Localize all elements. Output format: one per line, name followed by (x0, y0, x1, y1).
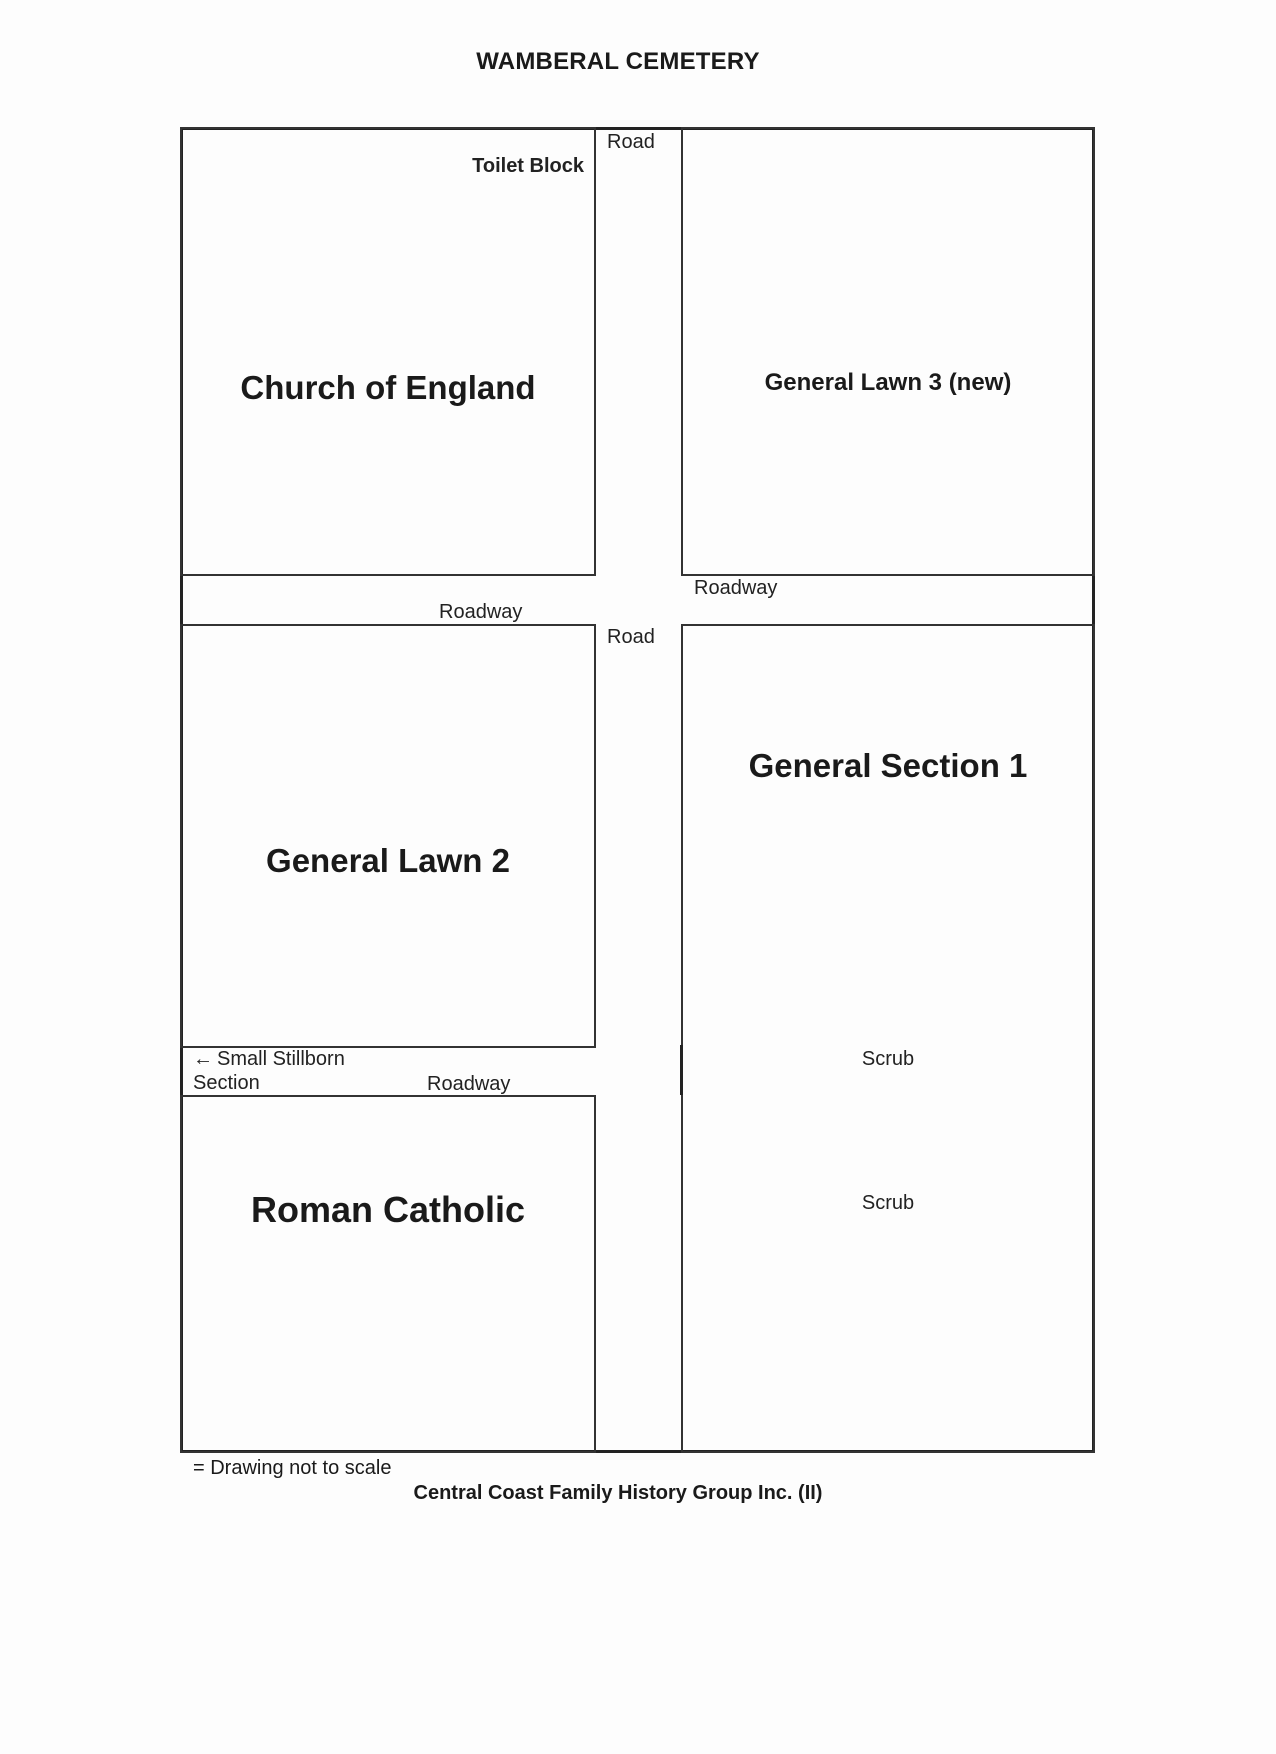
general-lawn-3-label: General Lawn 3 (new) (764, 369, 1012, 396)
road-edge-marker (680, 1045, 683, 1095)
section-general-section-1[interactable] (681, 624, 1095, 1453)
road-label-top: Road (607, 131, 655, 153)
scrub-label-lower: Scrub (861, 1192, 915, 1214)
section-church-of-england[interactable] (180, 127, 596, 576)
stillborn-label-line1: Small Stillborn (217, 1048, 345, 1070)
general-section-1-label: General Section 1 (748, 747, 1028, 784)
roadway-label-right-upper: Roadway (694, 577, 778, 599)
stillborn-section-label (193, 1048, 345, 1071)
left-arrow-icon: ← (193, 1048, 213, 1070)
roadway-label-left-lower: Roadway (427, 1073, 511, 1095)
roadway-label-left-upper: Roadway (439, 601, 523, 623)
section-general-lawn-2[interactable] (180, 624, 596, 1048)
scale-note: = Drawing not to scale (193, 1457, 392, 1479)
map-title: WAMBERAL CEMETERY (476, 48, 760, 75)
road-label-middle: Road (607, 626, 655, 648)
credit-line: Central Coast Family History Group Inc. (II) (413, 1482, 823, 1504)
church-of-england-label: Church of England (240, 369, 536, 406)
toilet-block-label: Toilet Block (472, 155, 584, 177)
roman-catholic-label: Roman Catholic (250, 1189, 526, 1230)
general-lawn-2-label: General Lawn 2 (266, 842, 510, 879)
scrub-label-upper: Scrub (861, 1048, 915, 1070)
section-roman-catholic[interactable] (180, 1095, 596, 1453)
stillborn-label-line2: Section (193, 1072, 260, 1094)
section-general-lawn-3[interactable] (681, 127, 1095, 576)
